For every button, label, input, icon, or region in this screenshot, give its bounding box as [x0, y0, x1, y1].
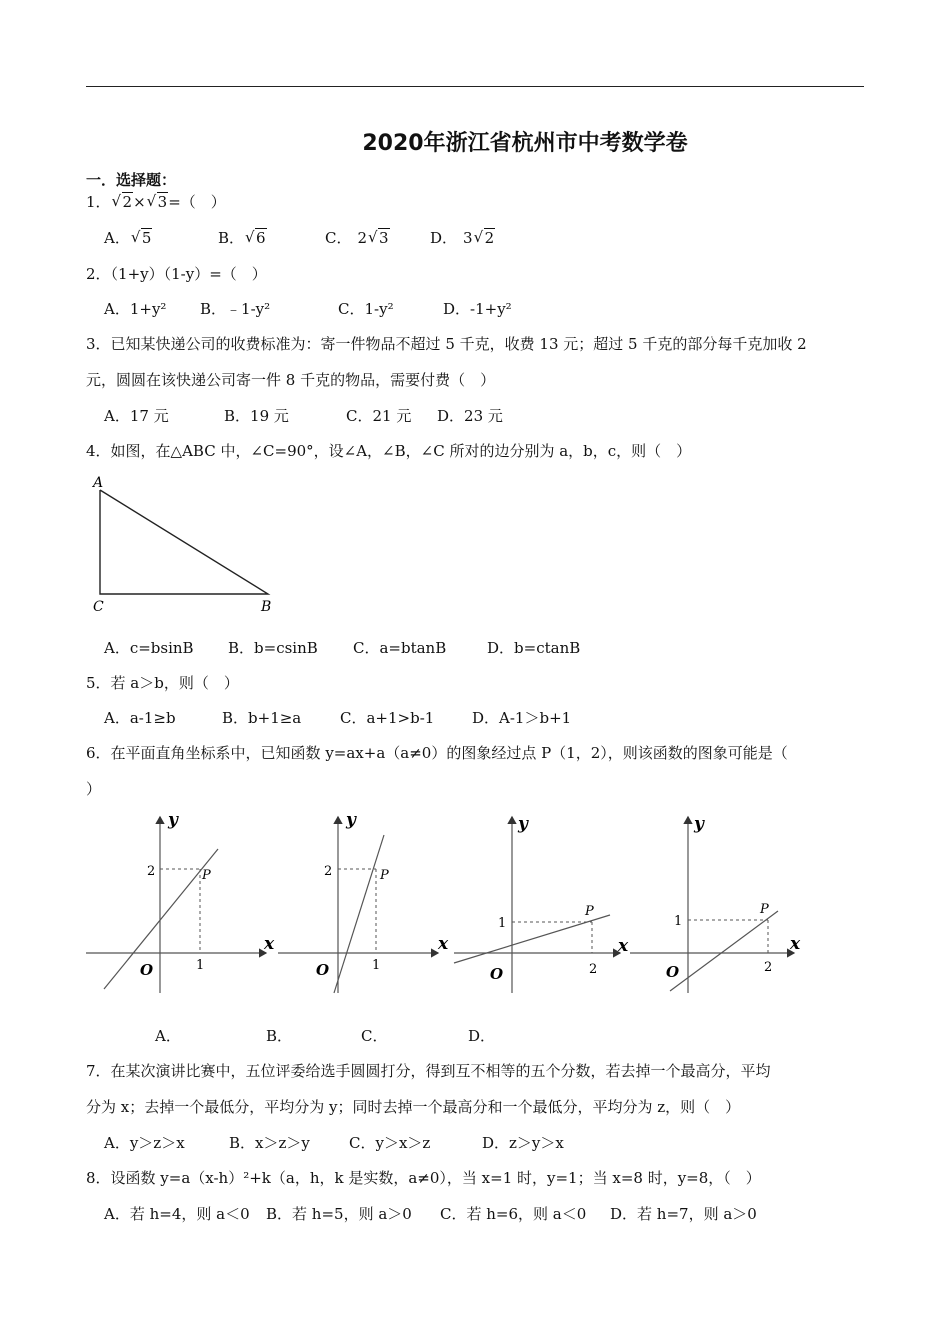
graph-a — [86, 810, 275, 993]
triangle-figure — [88, 470, 288, 620]
question-7-line2: 分为 x；去掉一个最低分，平均分为 y；同时去掉一个最高分和一个最低分，平均分为 z，则（ ） — [86, 1098, 741, 1116]
q6-option-b: B． — [266, 1027, 293, 1045]
question-2: 2．（1+y）（1-y）=（ ） — [86, 265, 267, 283]
q7-option-d: D．z＞y＞x — [482, 1134, 564, 1152]
graph-d-origin: O — [666, 963, 680, 981]
graph-b-y-label: y — [346, 810, 356, 830]
q7-option-c: C．y＞x＞z — [349, 1134, 431, 1152]
q2-option-a: A．1+y² — [104, 300, 167, 318]
question-3-line1: 3．已知某快递公司的收费标准为：寄一件物品不超过 5 千克，收费 13 元；超过 5 千克的部分每千克加收 2 — [86, 335, 807, 353]
graph-a-tick-y: 2 — [147, 864, 156, 879]
graph-c — [454, 814, 629, 993]
q2-option-b: B．﹣1-y² — [200, 300, 271, 318]
graph-d-point: P — [760, 902, 769, 917]
q5-option-a: A．a-1≥b — [104, 709, 176, 727]
q6-option-a: A． — [155, 1027, 181, 1045]
q2-option-d: D．-1+y² — [443, 300, 512, 318]
q7-option-b: B．x＞z＞y — [229, 1134, 310, 1152]
vertex-c-label: C — [93, 599, 104, 615]
graph-c-origin: O — [490, 965, 504, 983]
graph-b — [278, 810, 449, 993]
question-4: 4．如图，在△ABC 中，∠C=90°，设∠A，∠B，∠C 所对的边分别为 a，b，c，则（ ） — [86, 442, 692, 460]
question-1 — [86, 192, 226, 212]
q6-option-c: C． — [361, 1027, 388, 1045]
graph-d-tick-x: 2 — [764, 960, 773, 975]
q6-option-d: D． — [468, 1027, 496, 1045]
q3-option-b: B．19 元 — [224, 407, 289, 425]
q4-option-c: C．a=btanB — [353, 639, 447, 657]
q8-option-d: D．若 h=7，则 a＞0 — [610, 1205, 757, 1223]
q1-times: × — [133, 193, 146, 211]
graph-d — [630, 814, 801, 993]
graph-d-x-label: x — [790, 934, 801, 954]
q4-option-d: D．b=ctanB — [487, 639, 581, 657]
q3-option-a: A．17 元 — [104, 407, 169, 425]
graph-b-tick-y: 2 — [324, 864, 333, 879]
triangle-abc — [100, 490, 268, 594]
q8-option-c: C．若 h=6，则 a＜0 — [440, 1205, 587, 1223]
q1-option-a: A．√ 5 — [104, 228, 152, 248]
q1-number: 1． — [86, 193, 111, 211]
q5-option-b: B．b+1≥a — [222, 709, 302, 727]
q3-option-d: D．23 元 — [437, 407, 503, 425]
graph-c-y-label: y — [518, 814, 528, 834]
q2-option-c: C．1-y² — [338, 300, 394, 318]
q8-option-b: B．若 h=5，则 a＞0 — [266, 1205, 412, 1223]
q1-radical-b: √ 3 — [148, 192, 169, 212]
vertex-a-label: A — [93, 475, 104, 491]
graph-b-point: P — [380, 868, 389, 883]
question-5: 5．若 a＞b，则（ ） — [86, 674, 239, 692]
graph-b-x-label: x — [438, 934, 449, 954]
graph-b-origin: O — [316, 961, 330, 979]
graph-d-line — [670, 911, 778, 991]
q5-option-d: D．A-1＞b+1 — [472, 709, 572, 727]
graph-a-y-label: y — [168, 810, 178, 830]
graph-d-tick-y: 1 — [674, 914, 683, 929]
graph-c-point: P — [585, 904, 594, 919]
graphs-figure — [84, 805, 814, 1005]
graph-a-point: P — [202, 868, 211, 883]
q1-option-d: D． 3√ 2 — [430, 228, 495, 248]
graph-a-tick-x: 1 — [196, 958, 205, 973]
graph-c-tick-y: 1 — [498, 916, 507, 931]
vertex-b-label: B — [261, 599, 272, 615]
question-8: 8．设函数 y=a（x-h）²+k（a，h，k 是实数，a≠0），当 x=1 时，y=1；当 x=8 时，y=8，（ ） — [86, 1169, 761, 1187]
q7-option-a: A．y＞z＞x — [104, 1134, 185, 1152]
question-7-line1: 7．在某次演讲比赛中，五位评委给选手圆圆打分，得到互不相等的五个分数，若去掉一个最高分，平均 — [86, 1062, 771, 1080]
graph-b-tick-x: 1 — [372, 958, 381, 973]
question-6-line2: ） — [86, 780, 102, 798]
q3-option-c: C．21 元 — [346, 407, 412, 425]
question-6-line1: 6．在平面直角坐标系中，已知函数 y=ax+a（a≠0）的图象经过点 P（1，2），则该函数的图象可能是（ — [86, 744, 788, 762]
graph-c-x-label: x — [618, 936, 629, 956]
q1-option-b: B．√ 6 — [218, 228, 267, 248]
q1-option-c: C． 2√ 3 — [325, 228, 390, 248]
graph-c-tick-x: 2 — [589, 962, 598, 977]
section-heading: 一．选择题： — [86, 171, 177, 189]
header-rule — [86, 86, 864, 87]
q1-tail: =（ ） — [168, 193, 226, 211]
q5-option-c: C．a+1>b-1 — [340, 709, 435, 727]
q4-option-b: B．b=csinB — [228, 639, 318, 657]
page-title: 2020年浙江省杭州市中考数学卷 — [362, 131, 688, 156]
q4-option-a: A．c=bsinB — [104, 639, 194, 657]
question-3-line2: 元，圆圆在该快递公司寄一件 8 千克的物品，需要付费（ ） — [86, 371, 496, 389]
graph-a-x-label: x — [264, 934, 275, 954]
q1-radical-a: √ 2 — [113, 192, 134, 212]
q8-option-a: A．若 h=4，则 a＜0 — [104, 1205, 250, 1223]
graph-a-origin: O — [140, 961, 154, 979]
graph-d-y-label: y — [694, 814, 704, 834]
